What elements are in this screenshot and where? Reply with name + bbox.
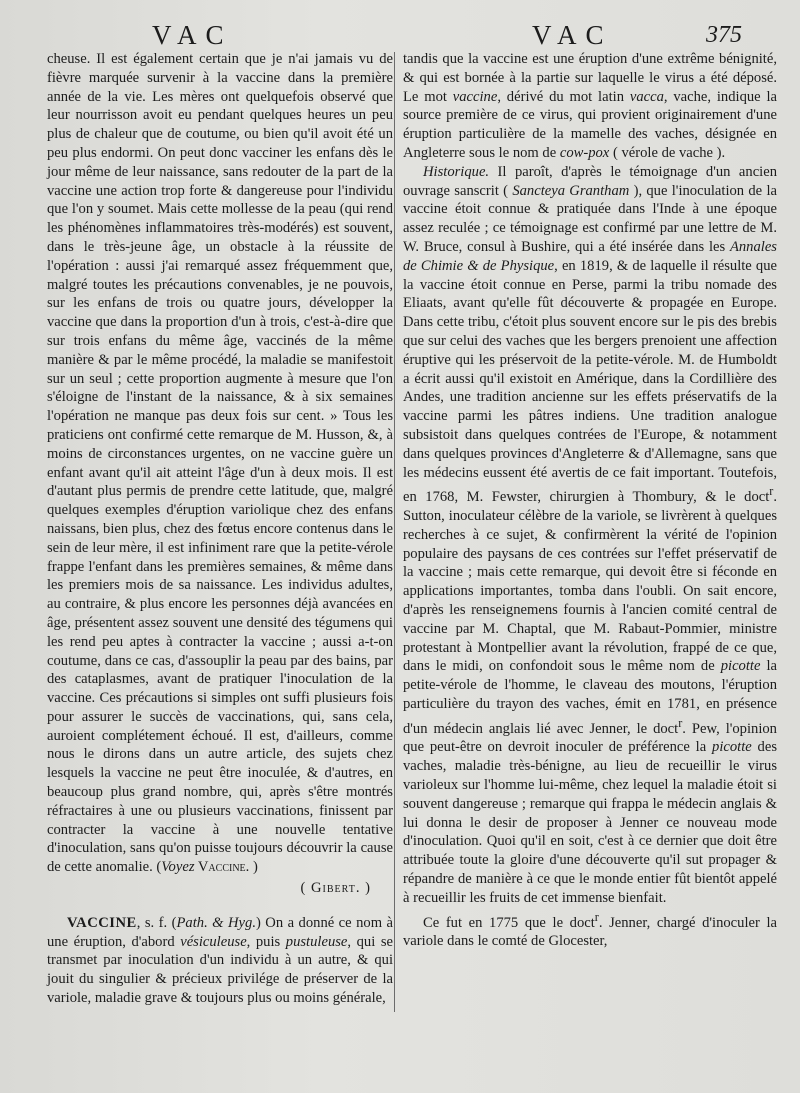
cross-reference-voyez: Voyez (161, 859, 195, 876)
left-column (47, 50, 393, 1008)
running-head-left: VAC (152, 20, 233, 50)
dictionary-entry-vaccine: VACCINE, s. f. (Path. & Hyg.) On a donné ce nom à une éruption, d'abord vésiculeuse, puis pustuleuse, qui se transmet par inoculation d'un individu à un autre, & qui jouit du singulier & précieux privilége de préserver de la variole, maladie grave & toujours plus ou moins générale, (47, 914, 394, 1007)
cross-reference-target: Vaccine. (194, 859, 250, 876)
paragraph-definition: tandis que la vaccine est une éruption d'une extrême bénignité, & qui est bornée à la partie sur laquelle le virus a été déposé. Le mot vaccine, dérivé du mot latin vacca, vache, indique la source première de ce virus, qui provient originairement d'une éruption particulière de la mamelle des vaches, désignée en Angleterre sous le nom de cow-pox ( vérole de vache ). (403, 51, 777, 161)
entry-domain: Path. & Hyg. (176, 914, 256, 931)
running-head-right: VAC (532, 20, 613, 50)
paragraph-jenner: Ce fut en 1775 que le doct$^r$. Jenner, chargé d'inoculer la variole dans le comté de Glocester, (403, 909, 777, 950)
running-head (0, 20, 800, 52)
right-column (403, 50, 777, 951)
paragraph-continuation: cheuse. Il est également certain que je n'ai jamais vu de fièvre marquée survenir à la vaccine dans la première année de la vie. Les mères ont quelquefois observé que leur nourrisson avoit eu pendant quelques heures un peu plus de chaleur que de coutume, ou bien qu'il avoit été un peu plus endormi. On peut donc vacciner les enfans dès le jour même de leur naissance, sans redouter de la part de la vaccine une action trop forte & dangereuse pour l'individu que l'on y soumet. Mais cette mollesse de la peau (qui rend les phénomènes inflammatoires très-modérés) est souvent, dans le très-jeune âge, un obstacle à la réussite de l'opération : aussi j'ai remarqué assez fréquemment que, malgré toutes les précautions convenables, je ne pouvois, sur les enfans de trois ou quatre jours, développer la vaccine que dans la proportion d'un à trois, c'est-à-dire que sur trois enfans du même âge, vaccinés de la même manière & par le même procédé, la maladie se manifestoit sur un seul ; cette proportion augmente à mesure que l'on s'éloigne de l'instant de la naissance, & à six semaines l'opération ne manque pas deux fois sur cent. » Tous les praticiens ont confirmé cette remarque de M. Husson, &, à moins de circonstances urgentes, on ne vaccine guère un enfant avant qu'il ait atteint l'âge d'un à deux mois. Il est d'autant plus permis de prendre cette latitude, que, malgré quelques exemples d'éruption variolique chez des enfans naissans, bien plus, chez des fœtus encore contenus dans le sein de leur mère, il est infiniment rare que la petite-vérole frappe l'enfant dans les premières semaines, & même dans les premiers mois de sa naissance. Les individus adultes, au contraire, & plus encore les personnes déjà avancées en âge, présentent assez souvent une densité des tégumens qui les rend peu aptes à contracter la vaccine ; aussi a-t-on coutume, dans ce cas, d'assouplir la peau par des bains, par des cataplasmes, avant de pratiquer l'inoculation de la vaccine. Ces précautions si simples ont suffi plusieurs fois pour assurer le succès de vaccinations, qui, sans cela, auroient complétement échoué. Il est, d'ailleurs, comme nous le dirons dans un autre article, des sujets chez lesquels la vaccine ne peut être inoculée, & d'autres, en beaucoup plus grand nombre, qui, après s'être montrés réfractaires à une ou plusieurs vaccinations, finissent par contracter la vaccine à une nouvelle tentative d'inoculation, sans qu'on puisse toujours découvrir la cause de cette anomalie. (Voyez Vaccine. ) (47, 51, 393, 876)
author-signature: ( Gibert. ) (300, 880, 371, 897)
entry-headword: VACCINE (67, 914, 137, 931)
column-divider (394, 52, 395, 1012)
section-heading-historique: Historique. (423, 163, 490, 180)
page-number: 375 (706, 22, 742, 48)
paragraph-historique: Historique. Il paroît, d'après le témoignage d'un ancien ouvrage sanscrit ( Sancteya Grantham ), que l'inoculation de la vaccine étoit connue & pratiquée dans l'Inde à une époque assez reculée ; ce témoignage est confirmé par une lettre de M. W. Bruce, consul à Bushire, qui a été insérée dans les Annales de Chimie & de Physique, en 1819, & de laquelle il résulte que la vaccine étoit connue en Perse, parmi la tribu nomade des Eliaats, avant qu'elle fût découverte & propagée en Europe. Dans cette tribu, c'étoit plus souvent encore sur le pis des brebis que sur celui des vaches que les bergers prenoient une affection éruptive qui les préservoit de la petite-vérole. M. de Humboldt a écrit aussi qu'il existoit en Amérique, dans la Cordillière des Andes, une tradition ancienne sur les effets préservatifs de la vaccine parmi les pâtres indiens. Une tradition analogue subsistoit dans quelques contrées de l'Europe, & notamment dans quelques provinces d'Angleterre & d'Allemagne, sans que les médecins eussent été avertis de ce fait important. Toutefois, en 1768, M. Fewster, chirurgien à Thombury, & le doct$^r$. Sutton, inoculateur célèbre de la variole, se livrèrent à quelques recherches à ce sujet, & confirmèrent la vérité de l'opinion populaire des paysans de ces contrées sur l'effet préservatif de la vaccine ; mais cette remarque, qui devoit être si féconde en applications importantes, tomba dans l'oubli. On sait encore, d'après les renseignemens fournis à l'ancien comité central de vaccine par M. Chaptal, que M. Rabaut-Pommier, ministre protestant à Montpellier avant la révolution, frappé de ce que, dans le midi, on confondoit sous le même nom de picotte la petite-vérole de l'homme, le claveau des moutons, l'éruption particulière du trayon des vaches, émit en 1781, en présence d'un médecin anglais lié avec Jenner, le doct$^r$. Pew, l'opinion que peut-être on devroit inoculer de préférence la picotte des vaches, maladie très-bénigne, au lieu de recueillir le virus varioleux sur l'homme lui-même, chez lequel la maladie étoit si souvent dangereuse ; remarque qui frappa le médecin anglais & lui donna le desir de proposer à Jenner ce nouveau mode d'inoculation. Quoi qu'il en soit, c'est à ce dernier que doit être attribuée toute la gloire d'une découverte qu'il sut propager & répandre de manière à ce que le monde entier fût bientôt appelé à recueillir les fruits de cet immense bienfait. (403, 163, 778, 906)
